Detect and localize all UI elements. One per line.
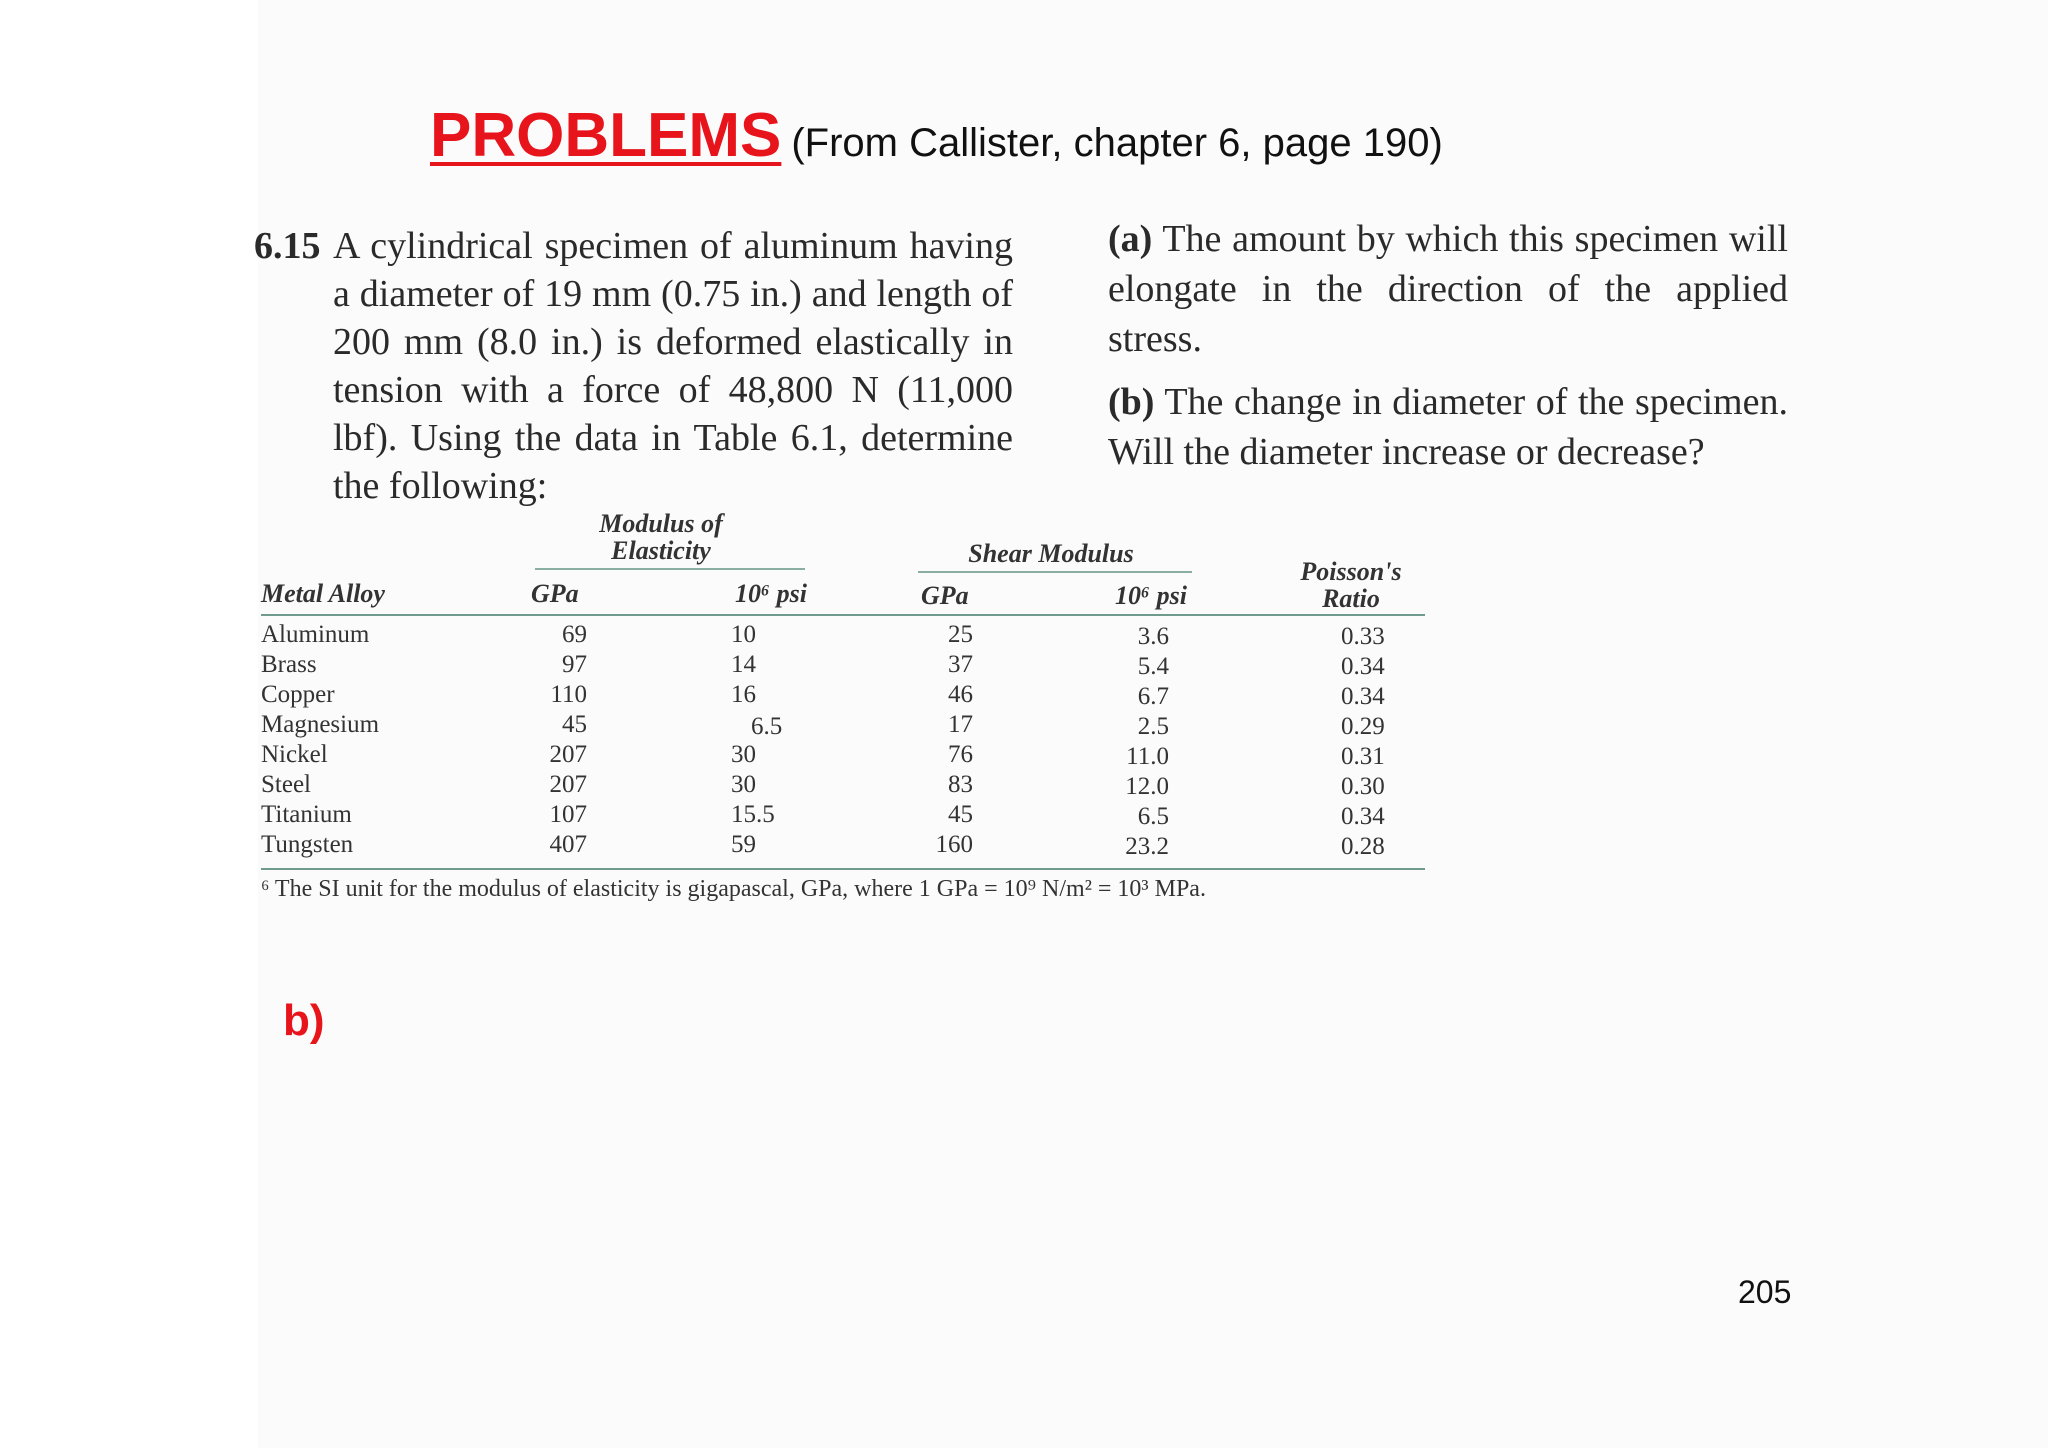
cell-e-psi: 59 [731,831,756,858]
header-modulus-line2: Elasticity [611,536,711,565]
part-a-label: (a) [1108,218,1153,260]
title-main: PROBLEMS [430,101,782,170]
cell-poisson: 0.33 [1341,623,1385,650]
header-g-gpa: GPa [921,581,969,610]
cell-alloy: Nickel [261,741,328,768]
header-e-psi: 10⁶ psi [735,579,807,608]
cell-g-psi: 2.5 [1137,713,1169,740]
part-a-text: The amount by which this specimen will elongate in the direction of the applied stress. [1108,218,1788,360]
cell-g-psi: 6.7 [1137,683,1169,710]
cell-g-gpa: 83 [948,771,973,798]
cell-e-gpa: 97 [562,651,587,678]
cell-alloy: Brass [261,651,317,678]
problem-text: A cylindrical specimen of aluminum having a diameter of 19 mm (0.75 in.) and length of 200 mm (8.0 in.) is deformed elastically in tension with a force of 48,800 N (11,000 lbf). Using the data in Table 6.1, determine the following: [333,225,1013,507]
part-b-text: The change in diameter of the specimen. Will the diameter increase or decrease? [1108,381,1788,473]
part-a [1108,214,1788,364]
cell-g-gpa: 46 [948,681,973,708]
cell-e-psi: 15.5 [731,801,775,828]
cell-poisson: 0.34 [1341,653,1385,680]
cell-e-gpa: 207 [549,741,587,768]
part-b [1108,377,1788,477]
cell-alloy: Titanium [261,801,352,828]
cell-alloy: Aluminum [261,621,370,648]
header-metal-alloy: Metal Alloy [261,579,385,608]
table-footnote: ⁶ The SI unit for the modulus of elasticity is gigapascal, GPa, where 1 GPa = 10⁹ N/m² = 10³ MPa. [261,876,1206,902]
cell-g-gpa: 45 [948,801,973,828]
cell-poisson: 0.34 [1341,803,1385,830]
header-g-psi: 10⁶ psi [1115,581,1187,610]
rule-table-bottom [261,868,1425,870]
cell-e-psi: 6.5 [751,713,783,740]
problem-parts [1108,214,1788,490]
header-modulus-group [541,510,781,564]
cell-poisson: 0.29 [1341,713,1385,740]
cell-e-psi: 14 [731,651,756,678]
cell-alloy: Tungsten [261,831,354,858]
cell-g-psi: 3.6 [1137,623,1169,650]
cell-g-psi: 6.5 [1137,803,1169,830]
cell-poisson: 0.34 [1341,683,1385,710]
problem-number: 6.15 [254,225,321,267]
header-shear-group: Shear Modulus [968,539,1134,568]
cell-e-psi: 16 [731,681,756,708]
cell-alloy: Magnesium [261,711,380,738]
page-number: 205 [1738,1274,1792,1310]
answer-b-label: b) [283,996,325,1045]
cell-alloy: Steel [261,771,311,798]
cell-g-psi: 5.4 [1137,653,1169,680]
rule-modulus-group [535,568,805,570]
cell-g-psi: 23.2 [1125,833,1169,860]
cell-g-gpa: 25 [948,621,973,648]
cell-poisson: 0.28 [1341,833,1385,860]
rule-header-bottom [261,614,1425,616]
rule-shear-group [918,571,1192,573]
cell-e-gpa: 110 [550,681,587,708]
header-e-gpa: GPa [531,579,579,608]
header-poisson [1251,558,1451,612]
cell-e-psi: 10 [731,621,756,648]
cell-g-gpa: 160 [935,831,973,858]
header-modulus-line1: Modulus of [599,509,723,538]
cell-g-psi: 12.0 [1125,773,1169,800]
slide-title [430,100,1730,180]
cell-g-gpa: 17 [948,711,973,738]
cell-g-gpa: 37 [948,651,973,678]
cell-e-psi: 30 [731,771,756,798]
table-6-1 [261,506,1431,946]
cell-alloy: Copper [261,681,335,708]
cell-e-gpa: 107 [549,801,587,828]
cell-e-gpa: 45 [562,711,587,738]
cell-e-gpa: 69 [562,621,587,648]
header-poisson-line1: Poisson's [1300,557,1402,586]
cell-poisson: 0.31 [1341,743,1385,770]
header-poisson-line2: Ratio [1322,584,1380,613]
cell-g-gpa: 76 [948,741,973,768]
cell-e-gpa: 207 [549,771,587,798]
part-b-label: (b) [1108,381,1155,423]
cell-poisson: 0.30 [1341,773,1385,800]
cell-g-psi: 11.0 [1126,743,1169,770]
cell-e-psi: 30 [731,741,756,768]
cell-e-gpa: 407 [549,831,587,858]
title-subtitle: (From Callister, chapter 6, page 190) [791,121,1443,165]
